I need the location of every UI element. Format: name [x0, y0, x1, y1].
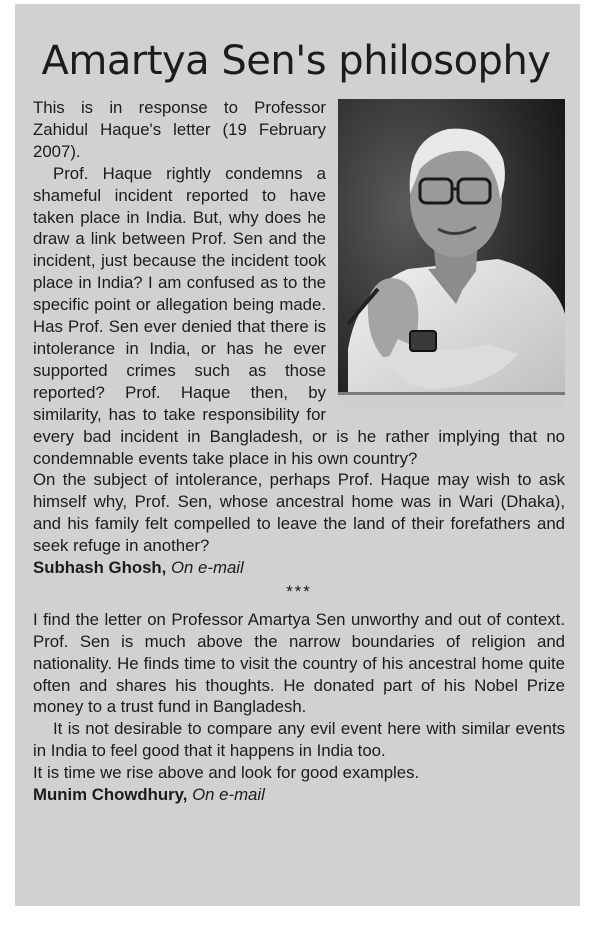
letter2-author: Munim Chowdhury,	[33, 785, 188, 805]
letter2-paragraph-1: I find the letter on Professor Amartya Sen unworthy and out of context. Prof. Sen is much above the narrow boundaries of religion and nationality. He finds time to visit the country of his ancestral home quite often and shares his thoughts. He donated part of his Nobel Prize money to a trust fund in Bangladesh.	[33, 609, 565, 717]
letter1-paragraph-2: Prof. Haque rightly condemns a shameful incident reported to have taken place in India. But, why does he draw a link between Prof. Sen and the incident, just because the incident took place in India? I am confused as to the specific point or allegation being made. Has Prof. Sen ever denied that there is intolerance in India, or has he ever supported crimes such as those reported? Prof. Haque then, by similarity, has to take responsibility for every bad incident in Bangladesh, or is he rather implying that no condemnable events take place in his own country?	[33, 163, 565, 468]
portrait-photo-icon	[338, 99, 565, 413]
letter1-via: On e-mail	[171, 558, 244, 578]
letter2-paragraph-3: It is time we rise above and look for good examples.	[33, 763, 420, 783]
portrait-photo	[338, 99, 565, 413]
article-body	[33, 97, 565, 806]
letter1-paragraph-1: This is in response to Professor Zahidul Haque's letter (19 February 2007).	[33, 98, 326, 161]
letter1-paragraph-3: On the subject of intolerance, perhaps Prof. Haque may wish to ask himself why, Prof. Sen, whose ancestral home was in Wari (Dhaka), and his family felt compelled to leave the land of their forefathers and seek refuge in another?	[33, 470, 565, 556]
letter1-author: Subhash Ghosh,	[33, 558, 167, 578]
letter-separator: ***	[286, 581, 312, 601]
letter2-via: On e-mail	[192, 785, 265, 805]
letter1-signature	[33, 557, 565, 579]
letter2-signature	[33, 784, 565, 806]
article-title: Amartya Sen's philosophy	[41, 38, 551, 84]
letter2-paragraph-2: It is not desirable to compare any evil event here with similar events in India to feel good that it happens in India too.	[33, 719, 565, 761]
